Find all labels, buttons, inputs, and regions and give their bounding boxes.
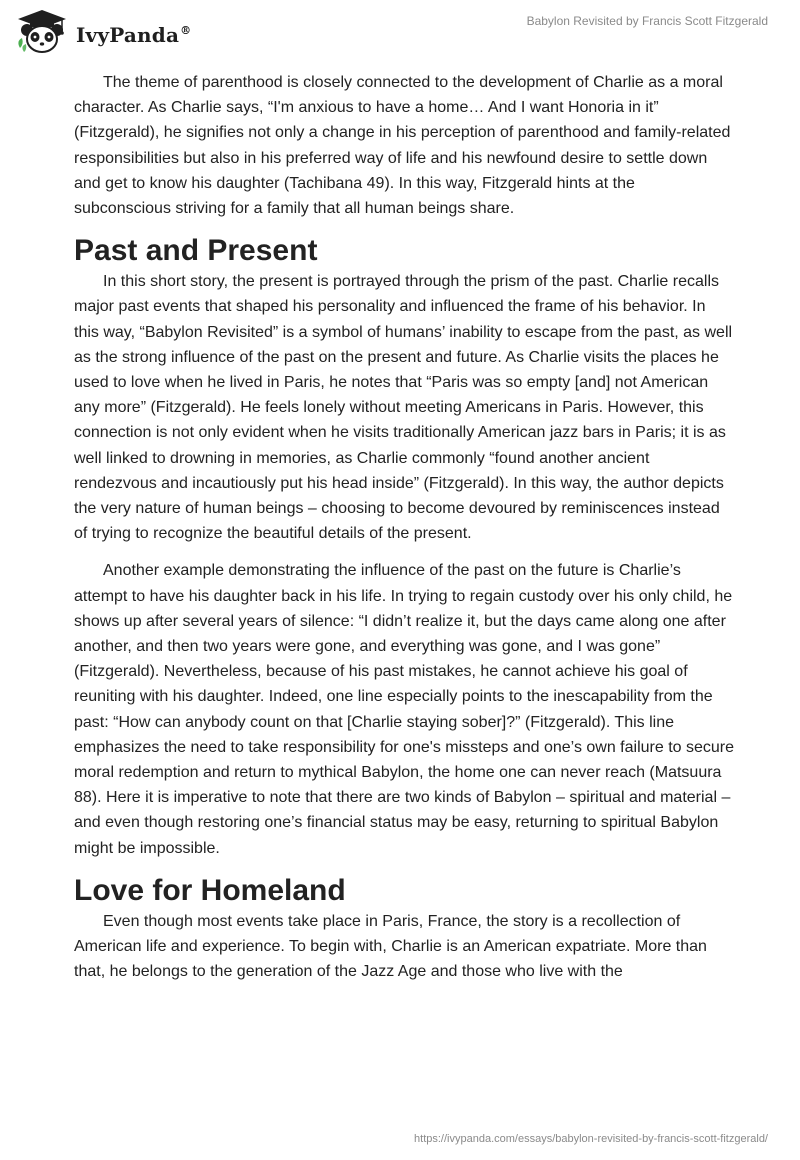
paragraph-past-present: In this short story, the present is portrayed through the prism of the past. Charlie recalls major past events that shaped his personality and influenced the frame of his behavior. In this way, “Babylon Revisited” is a symbol of humans’ inability to escape from the past, as well as the strong influence of the past on the present and future. As Charlie visits the places he used to love when he lived in Paris, he notes that “Paris was so empty [and] not American any more” (Fitzgerald). He feels lonely without meeting Americans in Paris. However, this connection is not only evident when he visits traditionally American jazz bars in Paris; it is as well linked to drowning in memories, as Charlie commonly “found another ancient rendezvous and incautiously put his head inside” (Fitzgerald). In this way, the author depicts the very nature of human beings – choosing to become devoured by reminiscences instead of trying to recognize the beautiful details of the present. [74,273,733,543]
heading-past-and-present: Past and Present [74,234,318,268]
page-header [0,0,800,70]
ivypanda-logo[interactable] [14,8,191,56]
logo-text: IvyPanda® [76,23,192,47]
paragraph-parenthood: The theme of parenthood is closely connected to the development of Charlie as a moral character. As Charlie says, “I'm anxious to have a home… And I want Honoria in it” (Fitzgerald), he signifies not only a change in his perception of parenthood and family-related responsibilities but also in his preferred way of life and his newfound desire to settle down and get to know his daughter (Tachibana 49). In this way, Fitzgerald hints at the subconscious striving for a family that all human beings share. [74,74,731,218]
heading-love-for-homeland: Love for Homeland [74,873,346,907]
source-url[interactable]: https://ivypanda.com/essays/babylon-revisited-by-francis-scott-fitzgerald/ [414,1133,768,1145]
document-title: Babylon Revisited by Francis Scott Fitzgerald [526,14,768,28]
panda-graduate-icon [14,8,70,56]
essay-content [74,70,734,997]
paragraph-homeland: Even though most events take place in Paris, France, the story is a recollection of American life and experience. To begin with, Charlie is an American expatriate. More than that, he belongs to the generation of the Jazz Age and those who live with the [74,912,707,981]
paragraph-past-future: Another example demonstrating the influence of the past on the future is Charlie’s attempt to have his daughter back in his life. In trying to regain custody over his only child, he shows up after several years of silence: “I didn’t realize it, but the days came along one after another, and then two years were gone, and everything was gone, and I was gone” (Fitzgerald). Nevertheless, because of his past mistakes, he cannot achieve his goal of reuniting with his daughter. Indeed, one line especially points to the inescapability from the past: “How can anybody count on that [Charlie staying sober]?” (Fitzgerald). This line emphasizes the need to take responsibility for one's missteps and one’s own failure to secure moral redemption and return to mythical Babylon, the home one can never reach (Matsuura 88). Here it is imperative to note that there are two kinds of Babylon – spiritual and material – and even though restoring one’s financial status may be easy, returning to spiritual Babylon might be impossible. [74,562,735,857]
